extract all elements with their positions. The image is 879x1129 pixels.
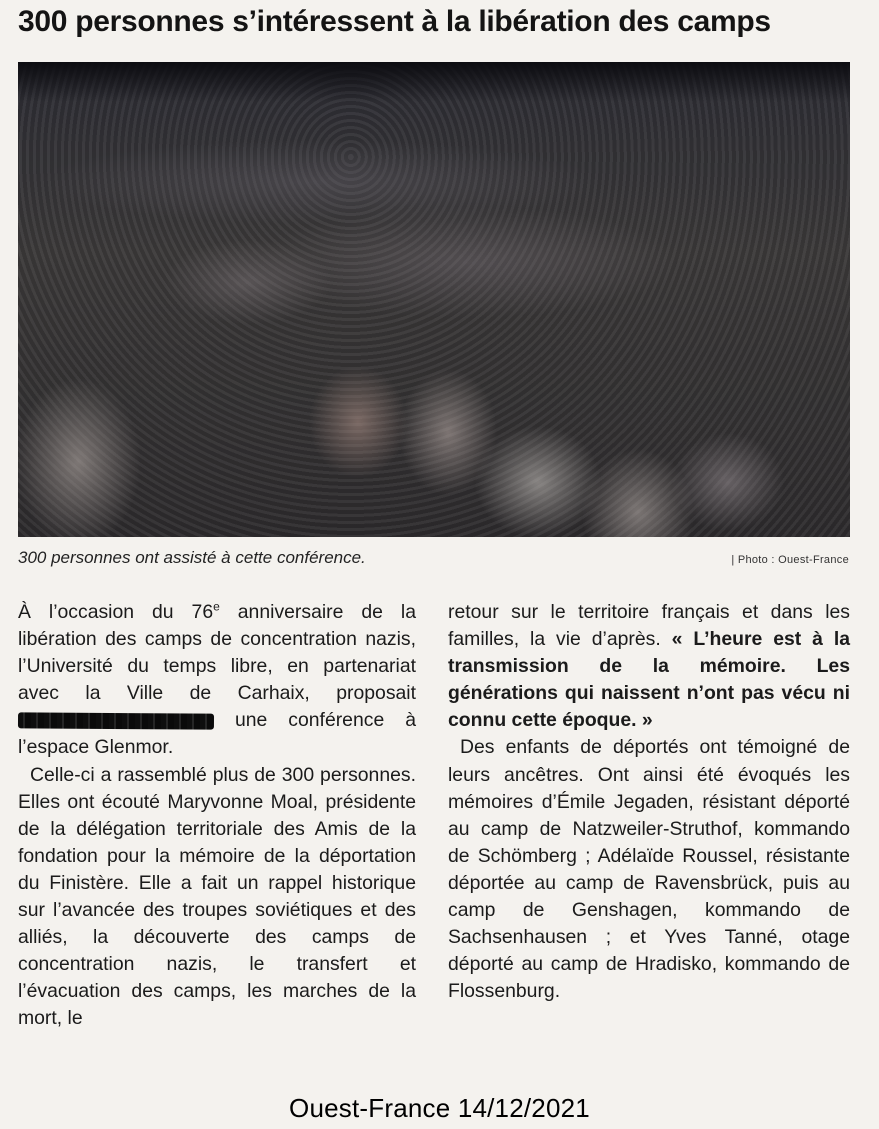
text-segment: une conférence à l’espace Glenmor. [18, 709, 416, 759]
photo-credit: | Photo : Ouest-France [731, 554, 849, 566]
ordinal-superscript: e [213, 599, 220, 614]
audience-photo [18, 62, 850, 537]
article-column-1 [18, 599, 416, 1033]
source-label: Ouest-France 14/12/2021 [289, 1093, 590, 1123]
redaction-mark [18, 713, 214, 730]
paragraph-body: Celle-ci a rassemblé plus de 300 personnes. Elles ont écouté Maryvonne Moal, présidente de la délégation territoriale des Amis de la fondation pour la mémoire de la déportation du Finistère. Elle a fait un rappel historique sur l’avancée des troupes soviétiques et des alliés, la découverte des camps de concentration nazis, le transfert et l’évacuation des camps, les marches de la mort, le [18, 763, 416, 1030]
text-segment: À l’occasion du 76 [18, 601, 214, 623]
text-segment: retour sur le territoire français et dans les familles, la vie d’après. [448, 601, 850, 651]
paragraph-continued [448, 599, 850, 734]
text-segment: anniversaire de la libération des camps de concentration nazis, l’Université du temps libre, en partenariat avec la Ville de Carhaix, proposait [18, 601, 416, 705]
pull-quote: « L’heure est à la transmission de la mémoire. Les générations qui naissent n’ont pas vécu ni connu cette époque. » [448, 628, 850, 732]
photo-shadow [18, 62, 850, 102]
paragraph-testimonies: Des enfants de déportés ont témoigné de leurs ancêtres. Ont ainsi été évoqués les mémoires d’Émile Jegaden, résistant déporté au camp de Natzweiler-Struthof, kommando de Schömberg ; Adélaïde Roussel, résistante déportée au camp de Ravensbrück, puis au camp de Genshagen, kommando de Sachsenhausen ; et Yves Tanné, otage déporté au camp de Hradisko, kommando de Flossenburg. [448, 736, 850, 1003]
photo-caption: 300 personnes ont assisté à cette conférence. [18, 548, 366, 567]
article-column-2 [448, 599, 850, 1005]
paragraph-intro [18, 599, 416, 762]
article-headline: 300 personnes s’intéressent à la libération des camps [18, 5, 771, 38]
